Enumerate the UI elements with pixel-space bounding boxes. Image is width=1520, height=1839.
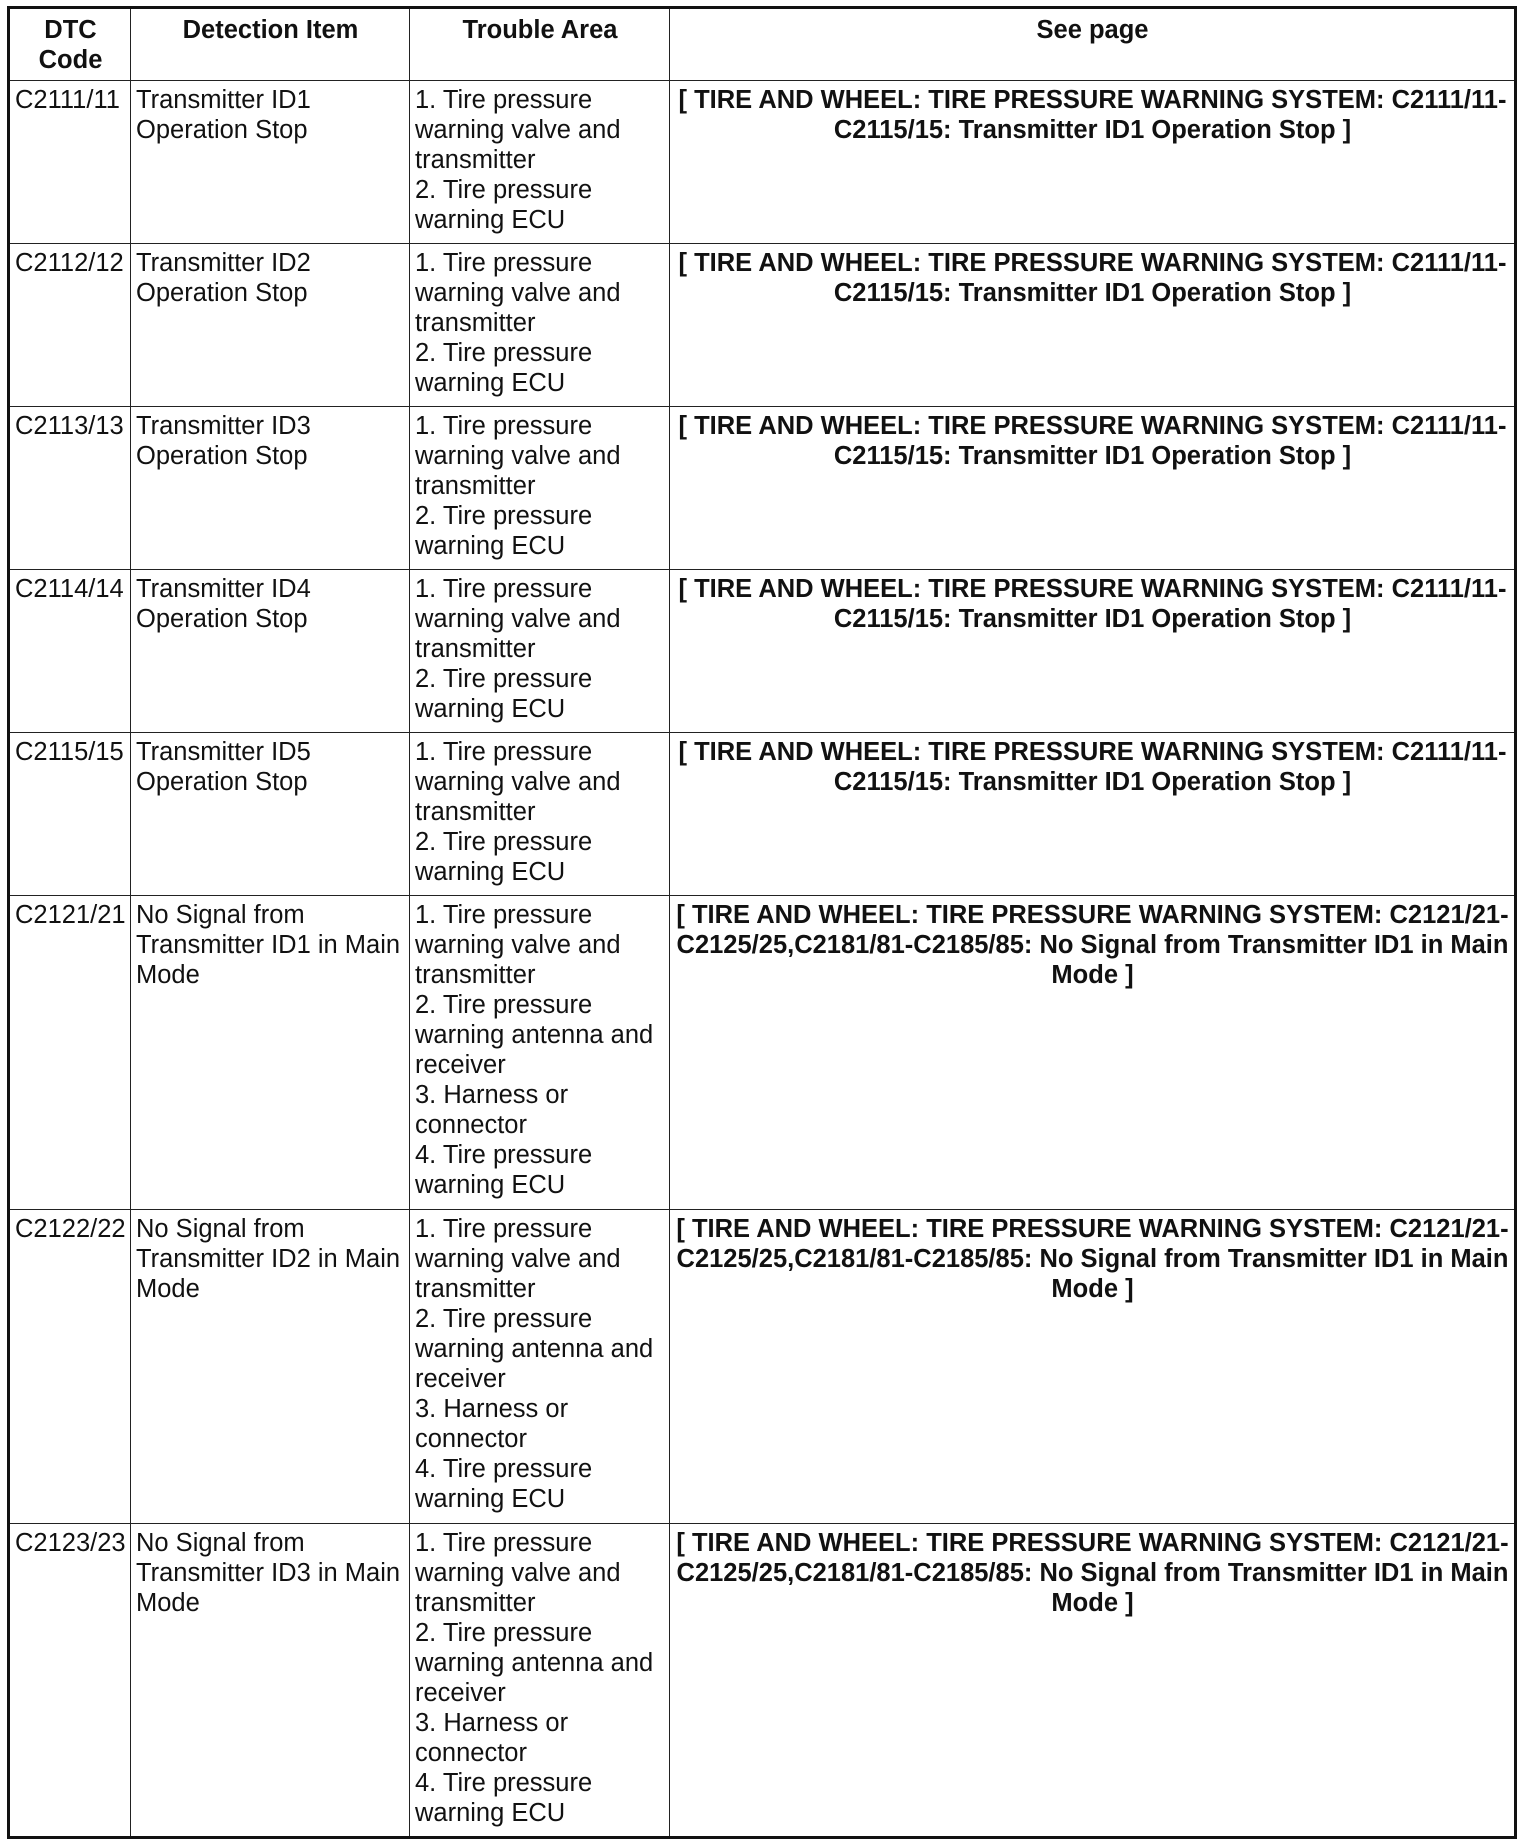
dtc-code-cell: C2123/23 <box>9 1524 131 1838</box>
trouble-area-item: 2. Tire pressure warning antenna and receiver <box>415 991 654 1079</box>
dtc-code-cell: C2112/12 <box>9 244 131 407</box>
trouble-area-item: 2. Tire pressure warning ECU <box>415 502 593 560</box>
trouble-area-cell <box>410 244 670 407</box>
trouble-area-item: 4. Tire pressure warning ECU <box>415 1769 593 1827</box>
header-see-page: See page <box>670 8 1516 81</box>
dtc-code-cell: C2111/11 <box>9 81 131 244</box>
trouble-area-item: 4. Tire pressure warning ECU <box>415 1141 593 1199</box>
see-page-link[interactable]: [ TIRE AND WHEEL: TIRE PRESSURE WARNING SYSTEM: C2111/11-C2115/15: Transmitter ID1 Operation Stop ] <box>670 81 1516 244</box>
trouble-area-item: 1. Tire pressure warning valve and transmitter <box>415 86 621 174</box>
trouble-area-cell <box>410 1210 670 1524</box>
header-detection-item: Detection Item <box>131 8 410 81</box>
trouble-area-cell <box>410 407 670 570</box>
trouble-area-item: 1. Tire pressure warning valve and transmitter <box>415 738 621 826</box>
trouble-area-item: 2. Tire pressure warning ECU <box>415 339 593 397</box>
dtc-code-cell: C2114/14 <box>9 570 131 733</box>
table-row <box>9 570 1516 733</box>
table-row <box>9 407 1516 570</box>
trouble-area-item: 2. Tire pressure warning ECU <box>415 176 593 234</box>
see-page-link[interactable]: [ TIRE AND WHEEL: TIRE PRESSURE WARNING SYSTEM: C2111/11-C2115/15: Transmitter ID1 Operation Stop ] <box>670 570 1516 733</box>
trouble-area-item: 2. Tire pressure warning ECU <box>415 828 593 886</box>
detection-item-cell: No Signal from Transmitter ID1 in Main Mode <box>131 896 410 1210</box>
header-trouble-area: Trouble Area <box>410 8 670 81</box>
table-row <box>9 896 1516 1210</box>
trouble-area-item: 2. Tire pressure warning ECU <box>415 665 593 723</box>
trouble-area-cell <box>410 1524 670 1838</box>
trouble-area-item: 2. Tire pressure warning antenna and receiver <box>415 1305 654 1393</box>
detection-item-cell: Transmitter ID3 Operation Stop <box>131 407 410 570</box>
see-page-link[interactable]: [ TIRE AND WHEEL: TIRE PRESSURE WARNING SYSTEM: C2121/21-C2125/25,C2181/81-C2185/85: No Signal from Transmitter ID1 in Main Mode ] <box>670 1210 1516 1524</box>
dtc-code-cell: C2113/13 <box>9 407 131 570</box>
see-page-link[interactable]: [ TIRE AND WHEEL: TIRE PRESSURE WARNING SYSTEM: C2111/11-C2115/15: Transmitter ID1 Operation Stop ] <box>670 244 1516 407</box>
trouble-area-item: 2. Tire pressure warning antenna and receiver <box>415 1619 654 1707</box>
table-row <box>9 81 1516 244</box>
trouble-area-item: 3. Harness or connector <box>415 1081 569 1139</box>
see-page-link[interactable]: [ TIRE AND WHEEL: TIRE PRESSURE WARNING SYSTEM: C2121/21-C2125/25,C2181/81-C2185/85: No Signal from Transmitter ID1 in Main Mode ] <box>670 1524 1516 1838</box>
table-row <box>9 733 1516 896</box>
detection-item-cell: No Signal from Transmitter ID2 in Main Mode <box>131 1210 410 1524</box>
table-row <box>9 244 1516 407</box>
trouble-area-item: 1. Tire pressure warning valve and transmitter <box>415 901 621 989</box>
table-body <box>9 81 1516 1838</box>
trouble-area-cell <box>410 81 670 244</box>
trouble-area-item: 1. Tire pressure warning valve and transmitter <box>415 412 621 500</box>
trouble-area-cell <box>410 733 670 896</box>
trouble-area-item: 1. Tire pressure warning valve and transmitter <box>415 1529 621 1617</box>
dtc-table <box>7 6 1517 1839</box>
detection-item-cell: Transmitter ID4 Operation Stop <box>131 570 410 733</box>
see-page-link[interactable]: [ TIRE AND WHEEL: TIRE PRESSURE WARNING SYSTEM: C2111/11-C2115/15: Transmitter ID1 Operation Stop ] <box>670 733 1516 896</box>
trouble-area-item: 3. Harness or connector <box>415 1395 569 1453</box>
trouble-area-cell <box>410 896 670 1210</box>
see-page-link[interactable]: [ TIRE AND WHEEL: TIRE PRESSURE WARNING SYSTEM: C2121/21-C2125/25,C2181/81-C2185/85: No Signal from Transmitter ID1 in Main Mode ] <box>670 896 1516 1210</box>
trouble-area-item: 3. Harness or connector <box>415 1709 569 1767</box>
detection-item-cell: Transmitter ID1 Operation Stop <box>131 81 410 244</box>
table-row <box>9 1210 1516 1524</box>
dtc-code-cell: C2115/15 <box>9 733 131 896</box>
trouble-area-item: 4. Tire pressure warning ECU <box>415 1455 593 1513</box>
header-dtc-code: DTC Code <box>9 8 131 81</box>
trouble-area-cell <box>410 570 670 733</box>
detection-item-cell: Transmitter ID5 Operation Stop <box>131 733 410 896</box>
see-page-link[interactable]: [ TIRE AND WHEEL: TIRE PRESSURE WARNING SYSTEM: C2111/11-C2115/15: Transmitter ID1 Operation Stop ] <box>670 407 1516 570</box>
trouble-area-item: 1. Tire pressure warning valve and transmitter <box>415 575 621 663</box>
detection-item-cell: No Signal from Transmitter ID3 in Main Mode <box>131 1524 410 1838</box>
dtc-code-cell: C2121/21 <box>9 896 131 1210</box>
table-row <box>9 1524 1516 1838</box>
dtc-code-cell: C2122/22 <box>9 1210 131 1524</box>
trouble-area-item: 1. Tire pressure warning valve and transmitter <box>415 1215 621 1303</box>
detection-item-cell: Transmitter ID2 Operation Stop <box>131 244 410 407</box>
trouble-area-item: 1. Tire pressure warning valve and transmitter <box>415 249 621 337</box>
header-row <box>9 8 1516 81</box>
